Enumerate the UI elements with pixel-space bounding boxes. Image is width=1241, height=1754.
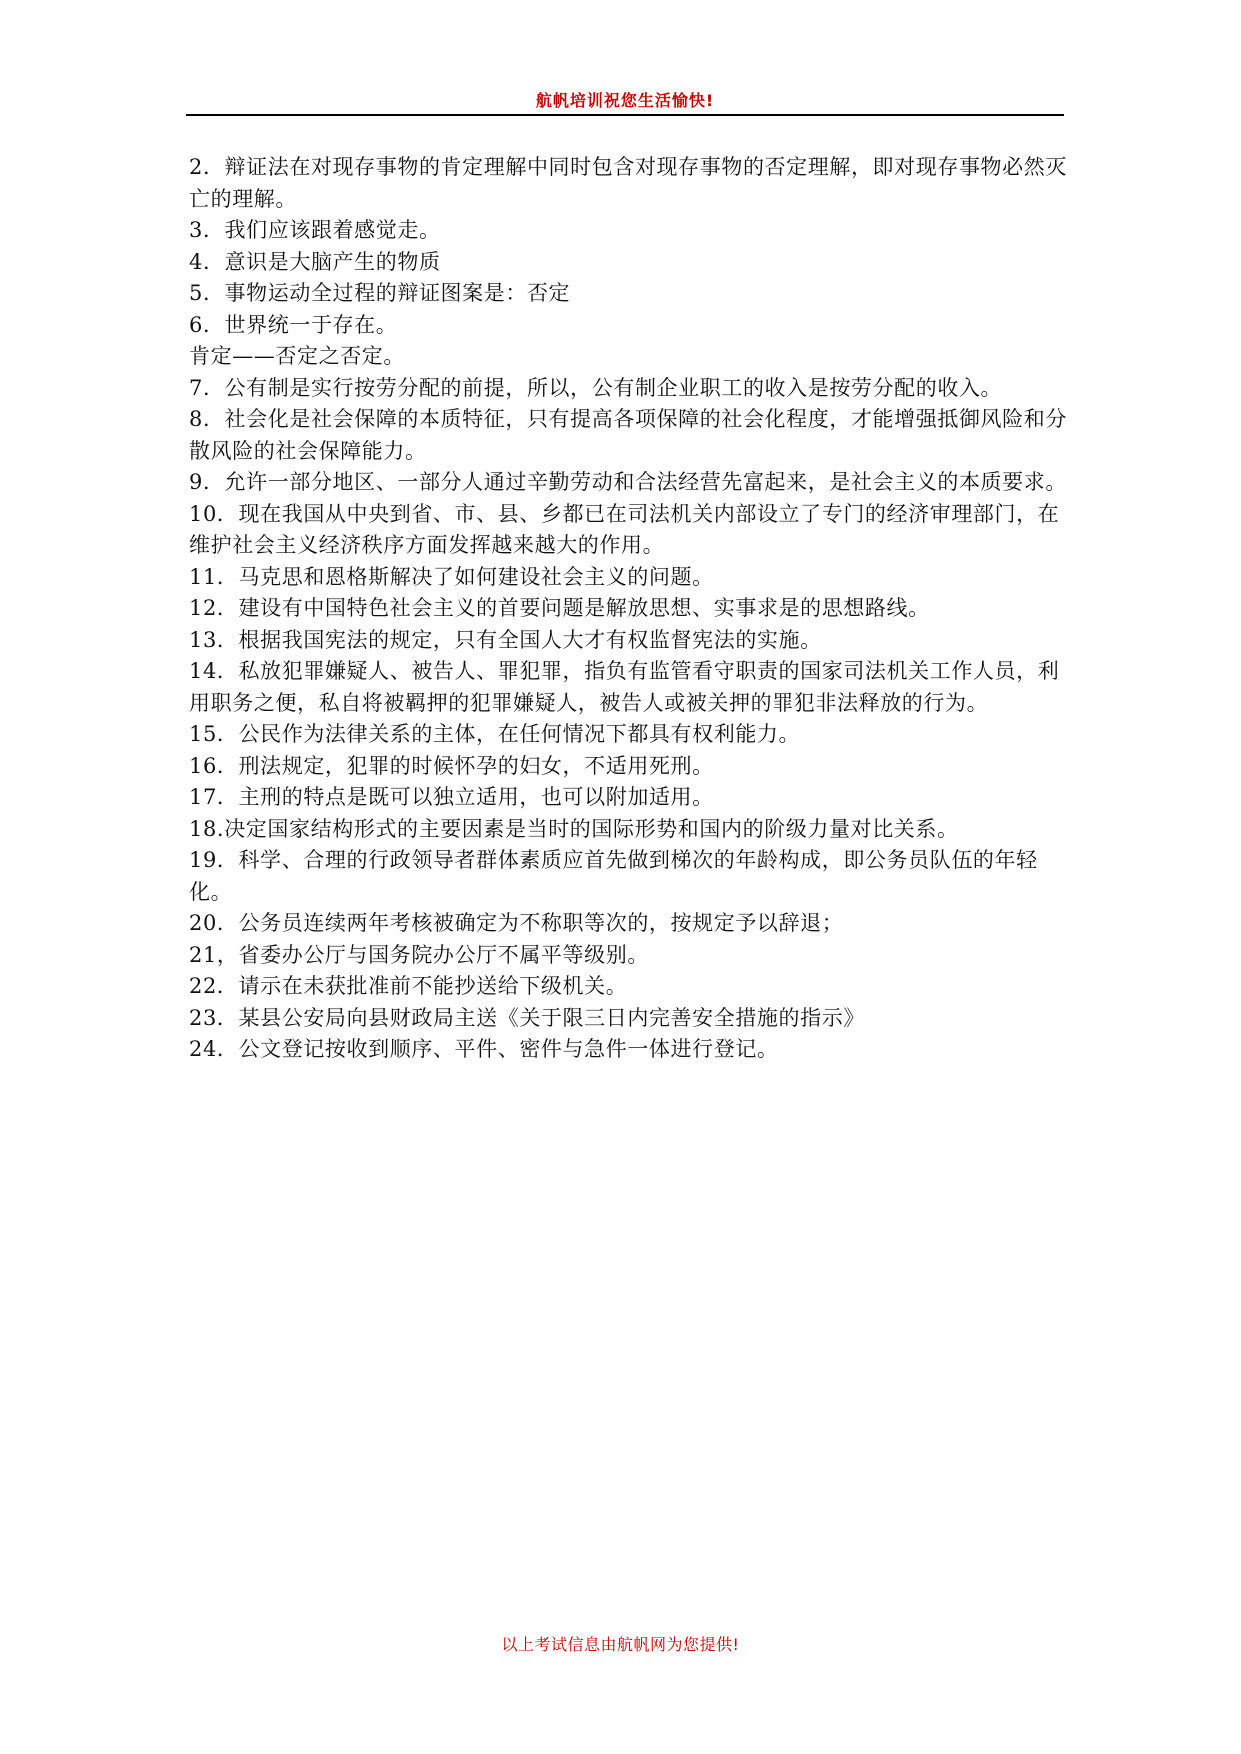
list-item: 5．事物运动全过程的辩证图案是：否定 bbox=[189, 281, 571, 305]
list-item: 21，省委办公厅与国务院办公厅不属平等级别。 bbox=[189, 942, 649, 967]
list-item: 20．公务员连续两年考核被确定为不称职等次的，按规定予以辞退； bbox=[189, 911, 844, 935]
list-item: 7．公有制是实行按劳分配的前提，所以，公有制企业职工的收入是按劳分配的收入。 bbox=[189, 375, 1003, 400]
list-item: 3．我们应该跟着感觉走。 bbox=[189, 218, 441, 242]
list-item: 13．根据我国宪法的规定，只有全国人大才有权监督宪法的实施。 bbox=[189, 627, 822, 652]
list-item: 11．马克思和恩格斯解决了如何建设社会主义的问题。 bbox=[189, 564, 714, 589]
list-item: 16．刑法规定，犯罪的时候怀孕的妇女，不适用死刑。 bbox=[189, 753, 714, 778]
list-item: 24．公文登记按收到顺序、平件、密件与急件一体进行登记。 bbox=[189, 1037, 779, 1061]
header-title: 航帆培训祝您生活愉快! bbox=[535, 91, 715, 110]
footer-note: 以上考试信息由航帆网为您提供! bbox=[501, 1635, 740, 1654]
list-item: 22．请示在未获批准前不能抄送给下级机关。 bbox=[189, 974, 628, 998]
list-item: 18.决定国家结构形式的主要因素是当时的国际形势和国内的阶级力量对比关系。 bbox=[189, 816, 959, 841]
list-item: 2．辩证法在对现存事物的肯定理解中同时包含对现存事物的否定理解，即对现存事物必然灭亡的理解。 bbox=[189, 155, 1067, 211]
list-item: 8．社会化是社会保障的本质特征，只有提高各项保障的社会化程度，才能增强抵御风险和分散风险的社会保障能力。 bbox=[189, 407, 1067, 463]
list-item: 10．现在我国从中央到省、市、县、乡都已在司法机关内部设立了专门的经济审理部门，在维护社会主义经济秩序方面发挥越来越大的作用。 bbox=[189, 501, 1060, 557]
list-item: 23．某县公安局向县财政局主送《关于限三日内完善安全措施的指示》 bbox=[189, 1005, 865, 1030]
list-item: 15．公民作为法律关系的主体，在任何情况下都具有权利能力。 bbox=[189, 722, 801, 746]
list-item: 17．主刑的特点是既可以独立适用，也可以附加适用。 bbox=[189, 785, 714, 809]
list-item: 14．私放犯罪嫌疑人、被告人、罪犯罪，指负有监管看守职责的国家司法机关工作人员，利用职务之便，私自将被羁押的犯罪嫌疑人，被告人或被关押的罪犯非法释放的行为。 bbox=[189, 659, 1060, 715]
list-item: 肯定——否定之否定。 bbox=[189, 344, 405, 368]
list-item: 19．科学、合理的行政领导者群体素质应首先做到梯次的年龄构成，即公务员队伍的年轻化。 bbox=[189, 848, 1038, 904]
list-item: 9．允许一部分地区、一部分人通过辛勤劳动和合法经营先富起来，是社会主义的本质要求。 bbox=[189, 470, 1067, 494]
list-item: 12．建设有中国特色社会主义的首要问题是解放思想、实事求是的思想路线。 bbox=[189, 596, 930, 620]
list-item: 4．意识是大脑产生的物质 bbox=[189, 249, 441, 274]
list-item: 6．世界统一于存在。 bbox=[189, 312, 398, 337]
header-divider bbox=[186, 114, 1064, 116]
document-body bbox=[189, 152, 1069, 1066]
